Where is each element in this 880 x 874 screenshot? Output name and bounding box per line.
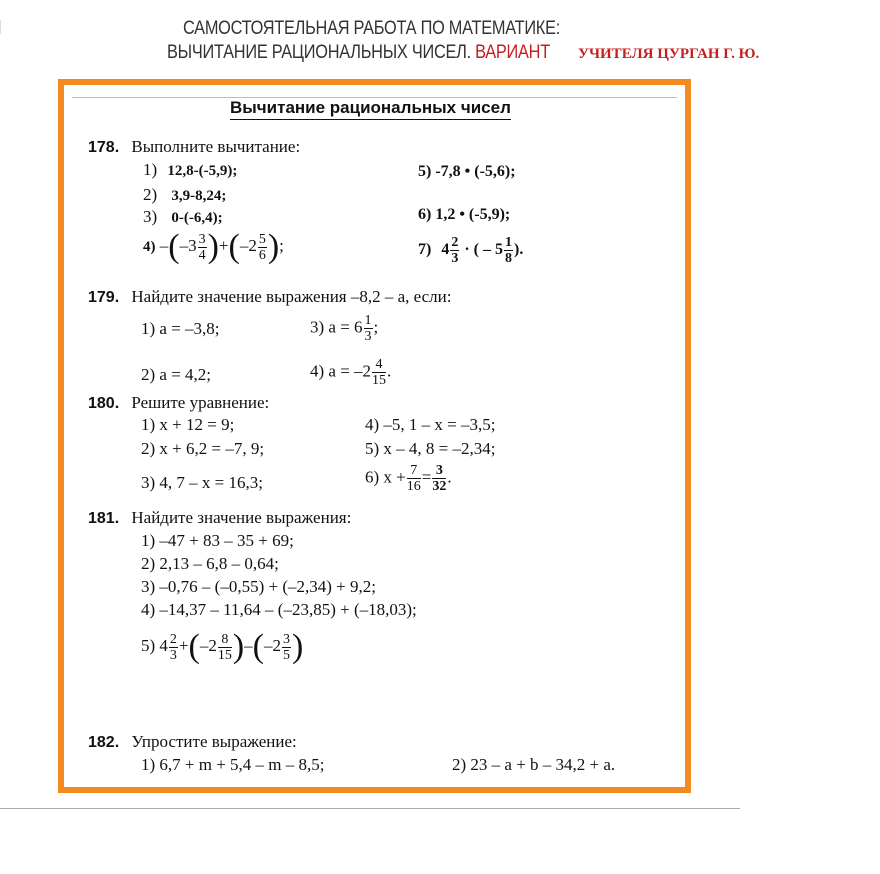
operator: – bbox=[244, 635, 253, 655]
item-text: 6) x + bbox=[365, 467, 406, 487]
problem-180-header bbox=[88, 393, 269, 413]
whole-part: 4 bbox=[441, 241, 450, 259]
problem-number: 180. bbox=[88, 395, 120, 412]
denominator: 4 bbox=[198, 247, 206, 263]
minus-sign: – bbox=[159, 235, 169, 255]
problem-181-header bbox=[88, 508, 351, 528]
numerator: 3 bbox=[198, 231, 206, 247]
denominator: 8 bbox=[505, 251, 512, 266]
punctuation: . bbox=[447, 467, 452, 487]
p181-item-3: 3) –0,76 – (–0,55) + (–2,34) + 9,2; bbox=[141, 577, 376, 596]
worksheet-title: Вычитание рациональных чисел bbox=[230, 98, 511, 120]
punctuation: ; bbox=[279, 235, 284, 255]
fraction bbox=[198, 232, 207, 263]
fraction bbox=[169, 632, 178, 663]
header-variant: ВАРИАНТ bbox=[475, 42, 550, 63]
problem-task: Найдите значение выражения –8,2 – a, если: bbox=[131, 287, 452, 306]
numerator: 7 bbox=[407, 463, 421, 479]
numerator: 3 bbox=[432, 463, 446, 479]
numerator: 8 bbox=[218, 632, 232, 648]
p180-item-3: 3) 4, 7 – x = 16,3; bbox=[141, 473, 263, 492]
item-label: 7) bbox=[418, 241, 432, 259]
denominator: 3 bbox=[364, 329, 372, 344]
denominator: 32 bbox=[432, 479, 447, 494]
denominator: 15 bbox=[372, 373, 387, 388]
numerator: 5 bbox=[258, 231, 266, 247]
item-label: 5) bbox=[141, 635, 156, 655]
paren-right: ) bbox=[267, 228, 280, 265]
numerator: 1 bbox=[364, 313, 372, 328]
item-text: 3) a = 6 bbox=[310, 317, 363, 337]
denominator: 3 bbox=[169, 647, 177, 663]
header-line-2 bbox=[167, 42, 550, 64]
paren-left: ( bbox=[228, 228, 240, 265]
numerator: 1 bbox=[505, 235, 512, 250]
p180-item-2: 2) x + 6,2 = –7, 9; bbox=[141, 439, 265, 458]
fraction bbox=[372, 357, 386, 388]
paren-right: ) bbox=[292, 628, 304, 665]
item-label: 4) bbox=[143, 238, 156, 255]
operator: · ( – 5 bbox=[464, 241, 503, 259]
whole-part: –2 bbox=[239, 235, 257, 255]
paren-left: ( bbox=[168, 228, 180, 265]
paren-left: ( bbox=[188, 628, 200, 665]
item-text: 12,8-(-5,9); bbox=[167, 163, 238, 179]
problem-number: 179. bbox=[88, 289, 120, 306]
teacher-name: УЧИТЕЛЯ ЦУРГАН Г. Ю. bbox=[578, 46, 760, 62]
p179-item-4 bbox=[310, 357, 391, 388]
fraction bbox=[450, 235, 459, 266]
p178-item-6: 6) 1,2 • (-5,9); bbox=[418, 206, 511, 223]
whole-part: 4 bbox=[159, 635, 168, 655]
operator: + bbox=[178, 635, 189, 655]
denominator: 15 bbox=[217, 647, 232, 663]
operator: + bbox=[218, 235, 229, 255]
punctuation: . bbox=[387, 361, 392, 381]
whole-part: –2 bbox=[264, 635, 281, 655]
whole-part: –2 bbox=[199, 635, 217, 655]
p178-item-7 bbox=[418, 235, 523, 266]
p178-item-4 bbox=[143, 230, 284, 264]
fraction bbox=[218, 632, 232, 663]
denominator: 16 bbox=[406, 479, 421, 494]
problem-number: 178. bbox=[88, 139, 120, 156]
p179-item-1: 1) a = –3,8; bbox=[141, 319, 220, 338]
problem-number: 181. bbox=[88, 510, 120, 527]
p180-item-5: 5) x – 4, 8 = –2,34; bbox=[365, 439, 496, 458]
problem-task: Выполните вычитание: bbox=[131, 137, 301, 156]
item-label: 3) bbox=[143, 207, 158, 226]
p180-item-4: 4) –5, 1 – x = –3,5; bbox=[365, 415, 496, 434]
item-text: 3,9-8,24; bbox=[171, 188, 227, 204]
problem-182-header bbox=[88, 732, 297, 752]
fraction bbox=[407, 463, 421, 494]
p178-item-5: 5) -7,8 • (-5,6); bbox=[418, 163, 516, 180]
fraction bbox=[364, 313, 373, 344]
numerator: 3 bbox=[283, 631, 290, 647]
fraction bbox=[504, 235, 513, 266]
p180-item-6 bbox=[365, 463, 452, 494]
punctuation: ). bbox=[514, 241, 524, 259]
fraction bbox=[282, 632, 291, 663]
p178-item-3 bbox=[143, 207, 223, 227]
item-label: 1) bbox=[143, 160, 158, 179]
denominator: 3 bbox=[451, 251, 459, 266]
p181-item-4: 4) –14,37 – 11,64 – (–23,85) + (–18,03); bbox=[141, 600, 417, 619]
item-text: 4) a = –2 bbox=[310, 361, 372, 381]
paren-right: ) bbox=[232, 628, 245, 665]
p182-item-1: 1) 6,7 + m + 5,4 – m – 8,5; bbox=[141, 755, 325, 774]
problem-task: Найдите значение выражения: bbox=[131, 508, 352, 527]
problem-178-header bbox=[88, 137, 300, 157]
p178-item-2 bbox=[143, 185, 226, 205]
p178-item-1 bbox=[143, 160, 237, 180]
item-label: 2) bbox=[143, 185, 158, 204]
p179-item-2: 2) a = 4,2; bbox=[141, 365, 212, 384]
problem-179-header bbox=[88, 287, 452, 307]
p181-item-5 bbox=[141, 630, 303, 664]
problem-number: 182. bbox=[88, 734, 120, 751]
paren-right: ) bbox=[207, 228, 219, 265]
problem-task: Решите уравнение: bbox=[131, 393, 270, 412]
p180-item-1: 1) x + 12 = 9; bbox=[141, 415, 235, 434]
corner-mark bbox=[0, 20, 15, 34]
p181-item-2: 2) 2,13 – 6,8 – 0,64; bbox=[141, 554, 279, 573]
p179-item-3 bbox=[310, 313, 378, 344]
fraction bbox=[432, 463, 446, 494]
problem-task: Упростите выражение: bbox=[131, 732, 297, 751]
operator: = bbox=[421, 467, 432, 487]
header-line-1: САМОСТОЯТЕЛЬНАЯ РАБОТА ПО МАТЕМАТИКЕ: bbox=[183, 18, 561, 39]
punctuation: ; bbox=[373, 317, 379, 337]
numerator: 2 bbox=[169, 631, 177, 647]
p182-item-2: 2) 23 – a + b – 34,2 + a. bbox=[452, 755, 616, 774]
numerator: 4 bbox=[372, 357, 386, 373]
header-topic: ВЫЧИТАНИЕ РАЦИОНАЛЬНЫХ ЧИСЕЛ. bbox=[167, 42, 471, 63]
numerator: 2 bbox=[451, 235, 459, 250]
denominator: 6 bbox=[258, 247, 266, 263]
bottom-divider bbox=[0, 808, 740, 809]
p181-item-1: 1) –47 + 83 – 35 + 69; bbox=[141, 531, 294, 550]
whole-part: –3 bbox=[179, 235, 197, 255]
paren-left: ( bbox=[252, 628, 264, 665]
item-text: 0-(-6,4); bbox=[171, 210, 223, 226]
denominator: 5 bbox=[283, 647, 290, 663]
fraction bbox=[258, 232, 267, 263]
